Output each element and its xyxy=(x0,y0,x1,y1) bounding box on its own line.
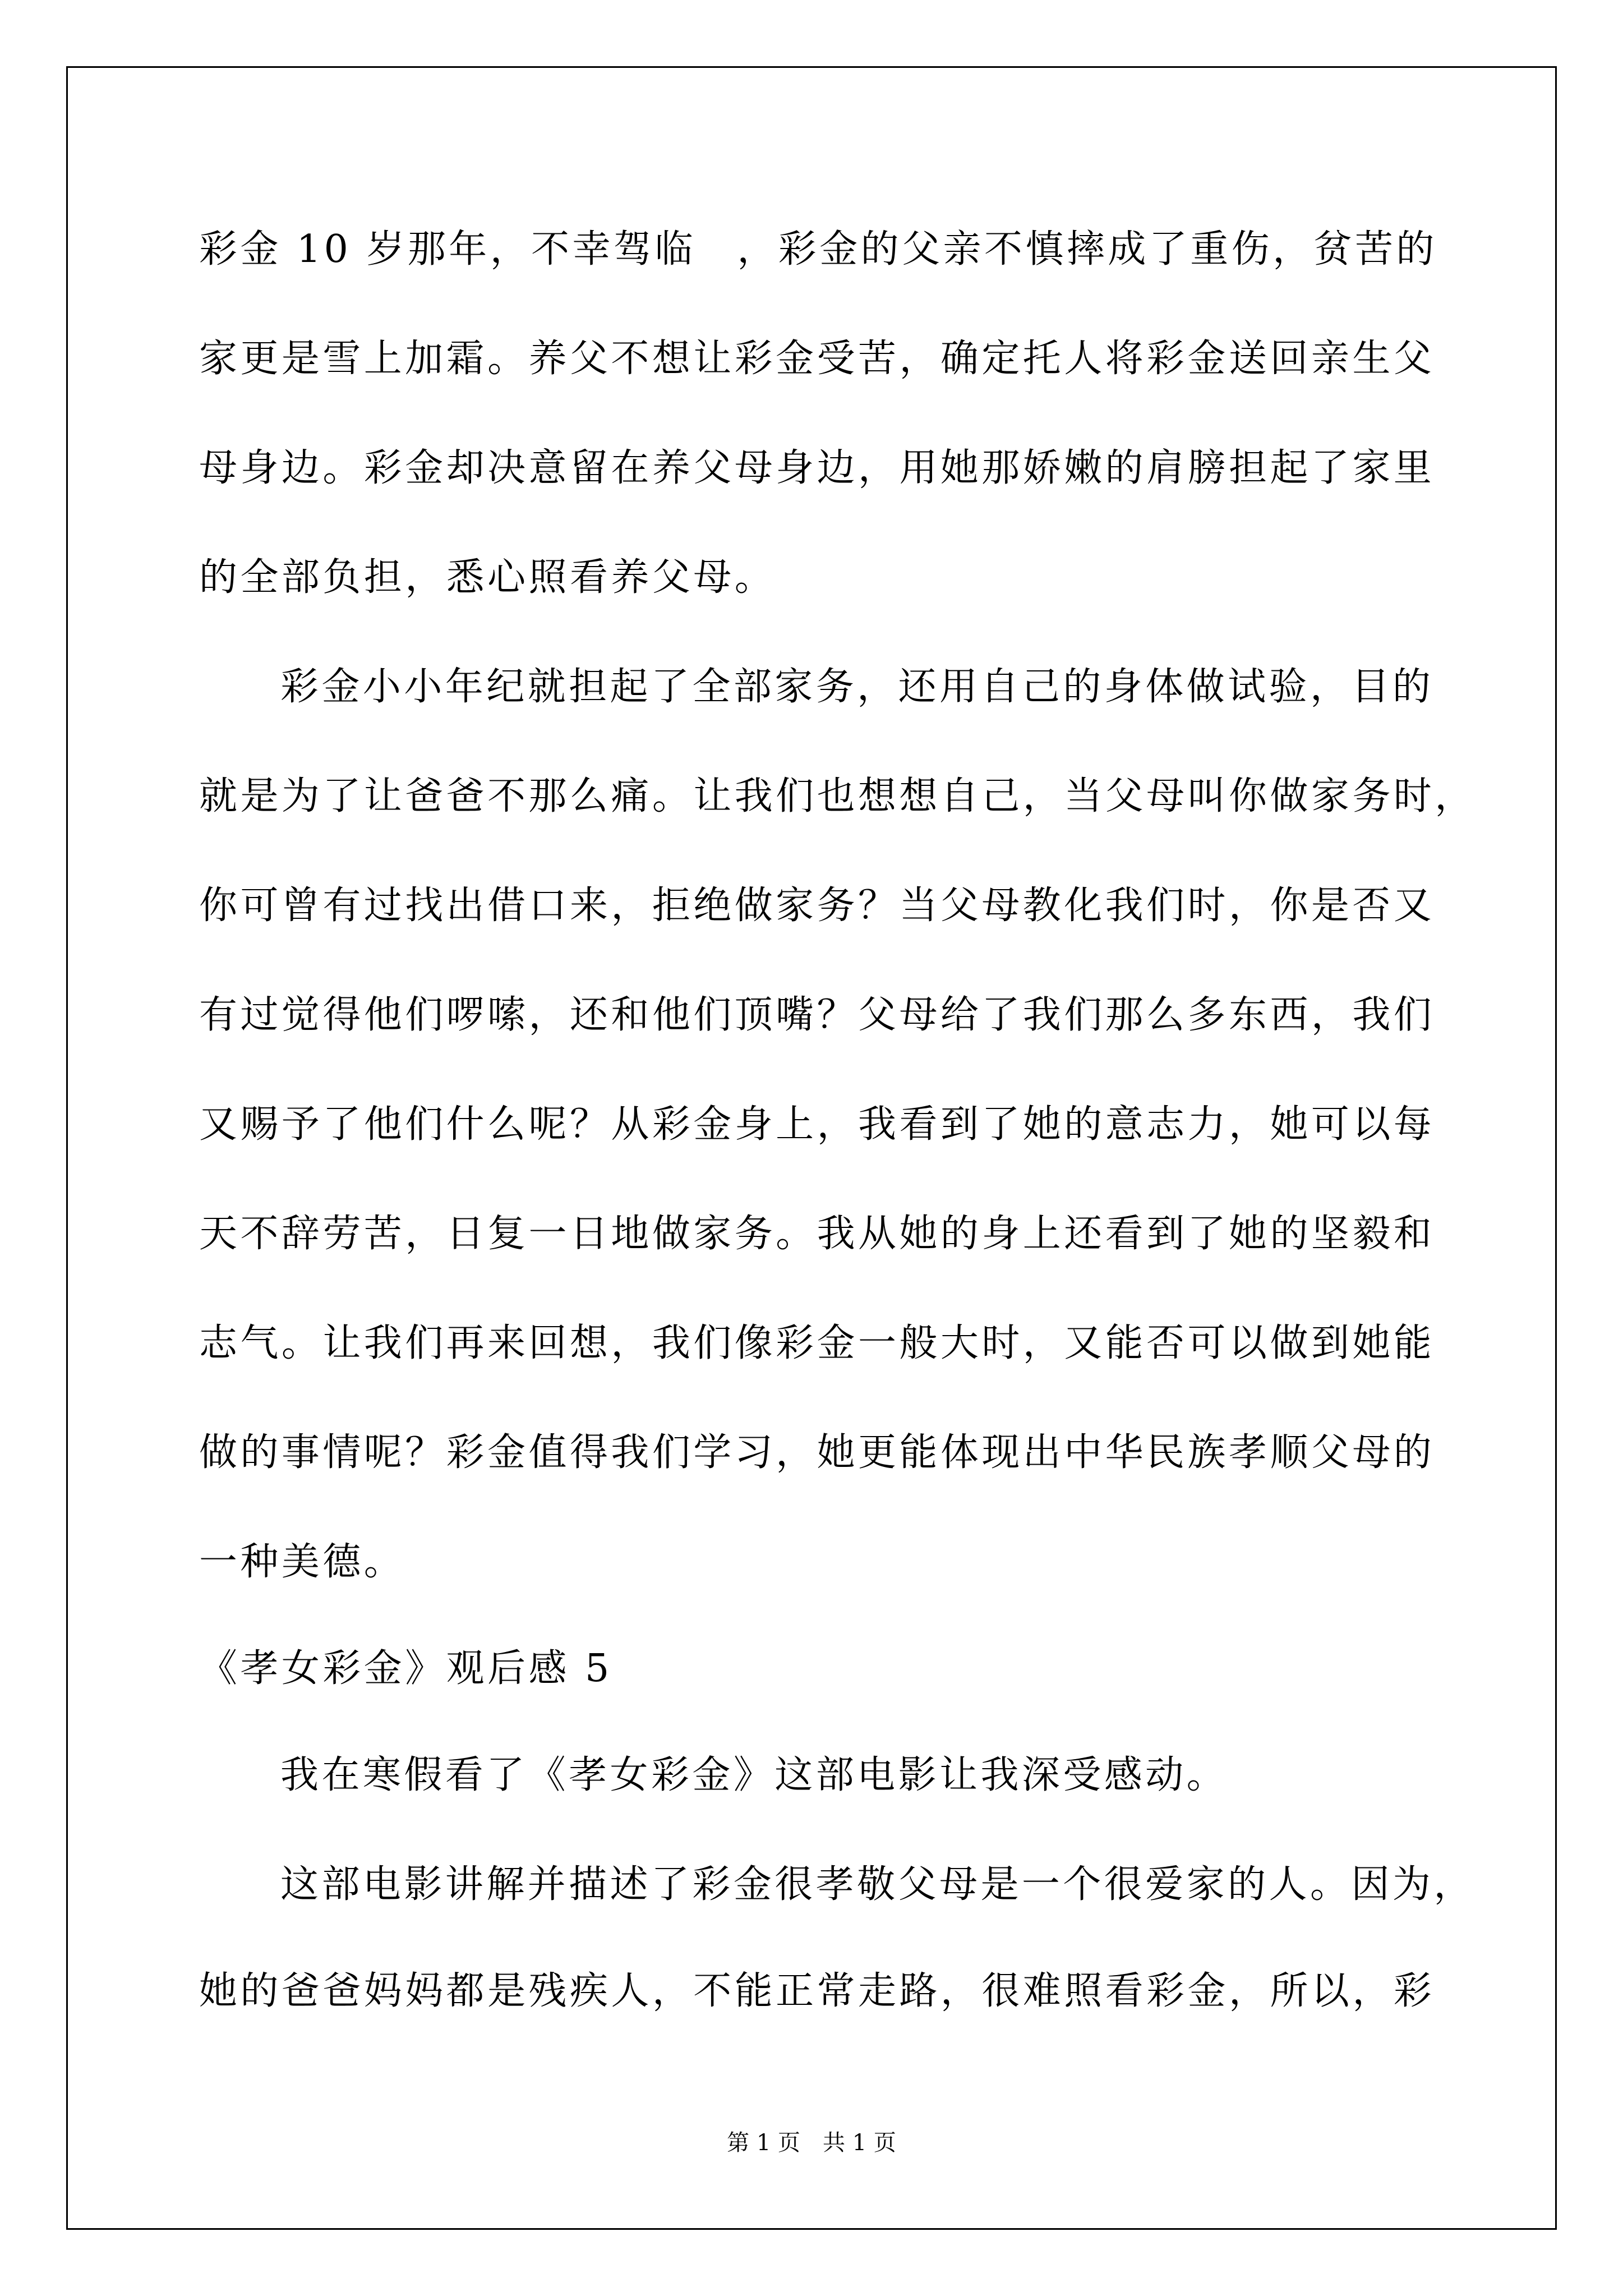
paragraph-line: 有过觉得他们啰嗦，还和他们顶嘴？父母给了我们那么多东西，我们 xyxy=(199,993,1435,1037)
paragraph-line: 做的事情呢？彩金值得我们学习，她更能体现出中华民族孝顺父母的 xyxy=(199,1430,1435,1475)
section-heading: 《孝女彩金》观后感 5 xyxy=(199,1646,612,1691)
paragraph-line: 母身边。彩金却决意留在养父母身边，用她那娇嫩的肩膀担起了家里 xyxy=(199,446,1435,490)
paragraph-line: 的全部负担，悉心照看养父母。 xyxy=(199,555,776,600)
paragraph-line: 天不辞劳苦，日复一日地做家务。我从她的身上还看到了她的坚毅和 xyxy=(199,1212,1435,1256)
paragraph-line: 就是为了让爸爸不那么痛。让我们也想想自己，当父母叫你做家务时， xyxy=(199,774,1476,818)
paragraph-line: 彩金小小年纪就担起了全部家务，还用自己的身体做试验，目的 xyxy=(280,665,1434,709)
paragraph-line: 这部电影讲解并描述了彩金很孝敬父母是一个很爱家的人。因为， xyxy=(280,1862,1475,1907)
paragraph-line: 我在寒假看了《孝女彩金》这部电影让我深受感动。 xyxy=(280,1753,1228,1797)
paragraph-line: 她的爸爸妈妈都是残疾人，不能正常走路，很难照看彩金，所以，彩 xyxy=(199,1969,1435,2013)
paragraph-line: 一种美德。 xyxy=(199,1540,405,1584)
paragraph-line: 你可曾有过找出借口来，拒绝做家务？当父母教化我们时，你是否又 xyxy=(199,884,1435,928)
page-number-footer: 第 1 页 共 1 页 xyxy=(727,2130,896,2156)
paragraph-line: 志气。让我们再来回想，我们像彩金一般大时，又能否可以做到她能 xyxy=(199,1321,1435,1365)
paragraph-line: 彩金 10 岁那年，不幸驾临 ，彩金的父亲不慎摔成了重伤，贫苦的 xyxy=(199,227,1437,272)
paragraph-line: 又赐予了他们什么呢？从彩金身上，我看到了她的意志力，她可以每 xyxy=(199,1102,1435,1147)
paragraph-line: 家更是雪上加霜。养父不想让彩金受苦，确定托人将彩金送回亲生父 xyxy=(199,337,1435,381)
